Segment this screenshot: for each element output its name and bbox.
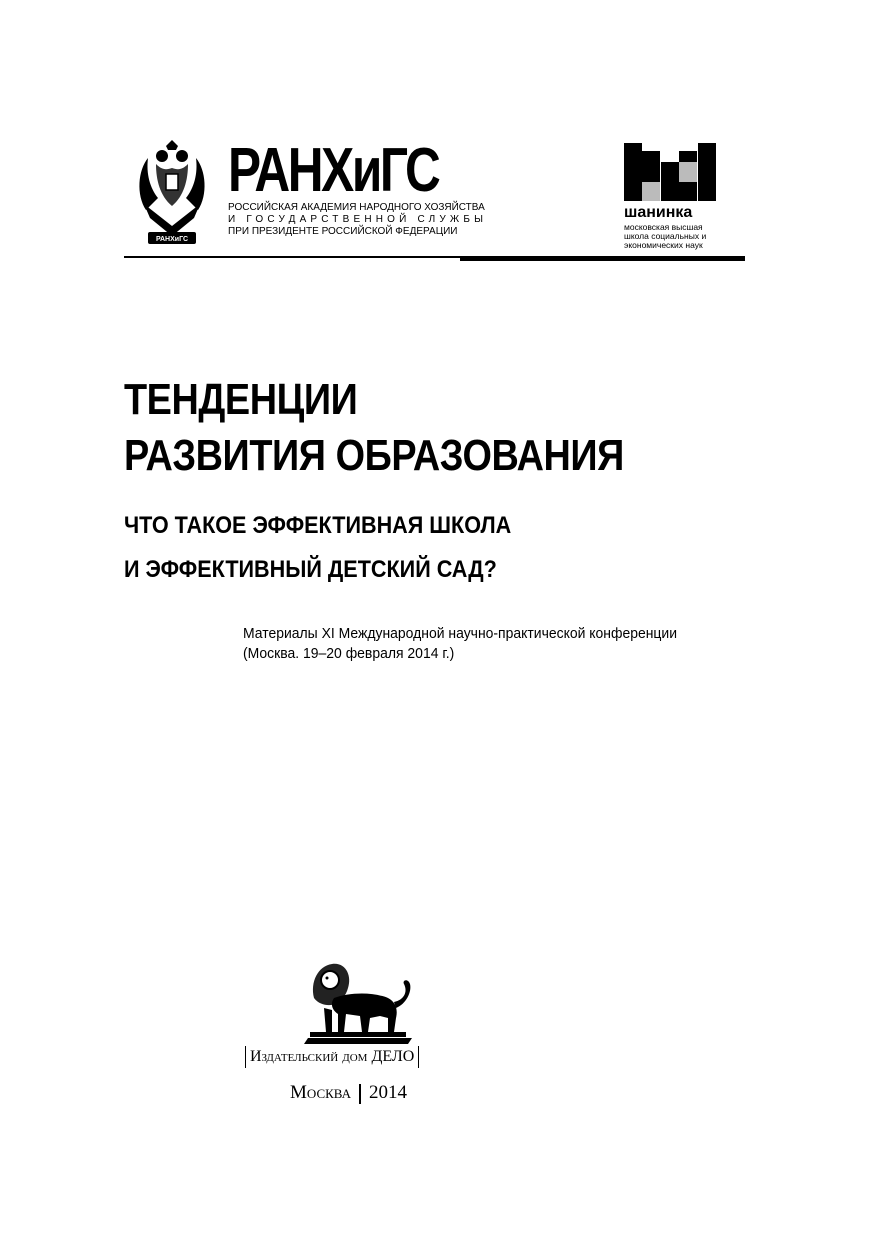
double-headed-eagle-emblem-icon [132, 140, 212, 250]
title-line-2: РАЗВИТИЯ ОБРАЗОВАНИЯ [124, 431, 624, 480]
imprint-separator [359, 1084, 361, 1104]
header-rule-thick [460, 256, 745, 261]
ranepa-line-3: ПРИ ПРЕЗИДЕНТЕ РОССИЙСКОЙ ФЕДЕРАЦИИ [228, 226, 458, 237]
title-line-1: ТЕНДЕНЦИИ [124, 375, 358, 424]
lion-on-book-icon [300, 958, 420, 1044]
header-rule-thin [124, 256, 460, 258]
subtitle-line-2: И ЭФФЕКТИВНЫЙ ДЕТСКИЙ САД? [124, 556, 497, 583]
shaninka-name: шанинка [624, 204, 693, 221]
shaninka-line-1: московская высшая [624, 222, 703, 232]
ranepa-line-2: И ГОСУДАРСТВЕННОЙ СЛУЖБЫ [228, 214, 488, 225]
shaninka-line-3: экономических наук [624, 240, 703, 250]
publication-city: Москва [290, 1082, 352, 1103]
ranepa-logo [228, 136, 488, 238]
book-subtitle [124, 504, 511, 592]
svg-text:РАНХиГС: РАНХиГС [155, 236, 189, 243]
conference-note [243, 624, 677, 664]
book-title [124, 372, 624, 484]
publisher-name: Издательский дом ДЕЛО [245, 1046, 419, 1068]
ranepa-line-1: РОССИЙСКАЯ АКАДЕМИЯ НАРОДНОГО ХОЗЯЙСТВА [228, 202, 485, 213]
shaninka-line-2: школа социальных и [624, 231, 707, 241]
shaninka-grid-logo-icon [624, 143, 716, 201]
subtitle-line-1: ЧТО ТАКОЕ ЭФФЕКТИВНАЯ ШКОЛА [124, 512, 512, 539]
materials-line-1: Материалы XI Международной научно-практической конференции [243, 625, 678, 642]
ranepa-name: РАНХиГС [228, 136, 439, 205]
materials-line-2: (Москва. 19–20 февраля 2014 г.) [243, 645, 455, 662]
publication-year: 2014 [369, 1082, 408, 1103]
imprint-line [290, 1080, 407, 1106]
